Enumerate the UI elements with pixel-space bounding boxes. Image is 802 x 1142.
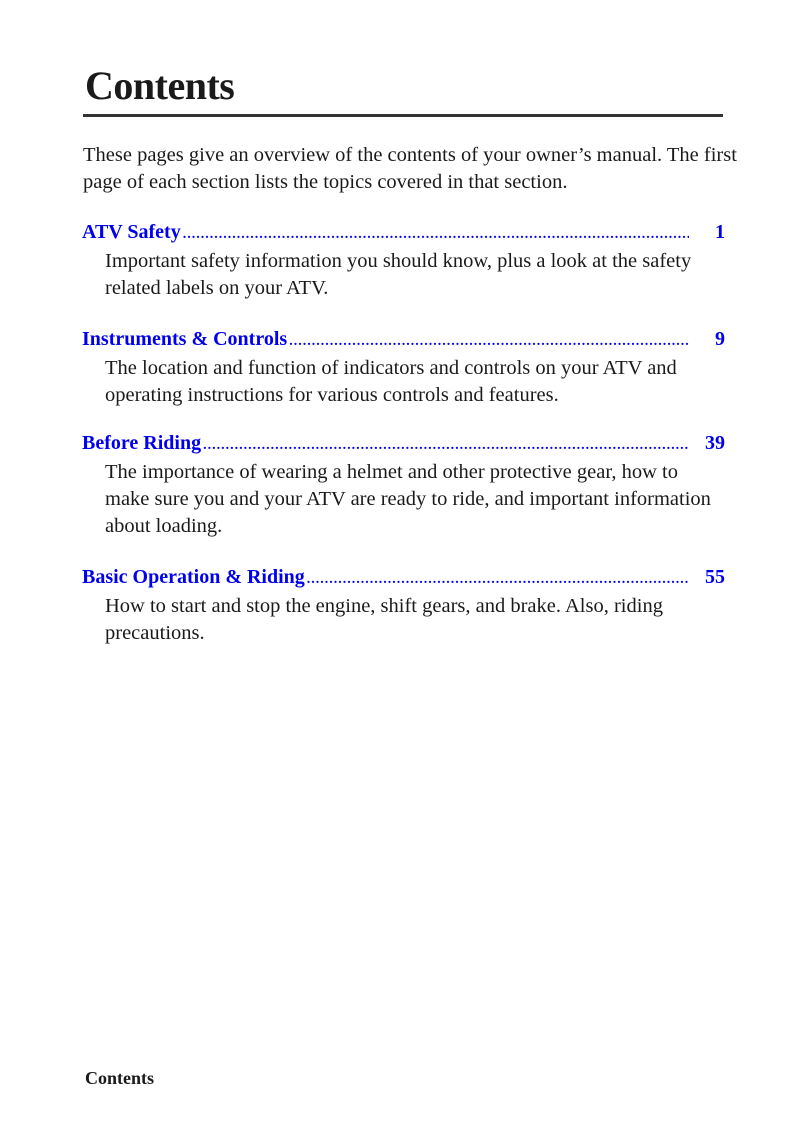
- intro-paragraph: These pages give an overview of the contents of your owner’s manual. The first page of each section lists the topics covered in that section.: [83, 144, 737, 193]
- dot-leader: [289, 329, 689, 355]
- page-footer-label: Contents: [85, 1068, 155, 1088]
- toc-link-instruments-controls[interactable]: [82, 326, 725, 355]
- toc-entry-atv-safety: [82, 219, 725, 302]
- toc-entry-description: The location and function of indicators and controls on your ATV and operating instructions for various controls and features.: [105, 357, 677, 406]
- toc-entry-description: Important safety information you should know, plus a look at the safety related labels on your ATV.: [105, 250, 692, 299]
- toc-link-basic-operation-riding[interactable]: [82, 564, 725, 593]
- toc-entry-basic-operation-riding: [82, 564, 725, 647]
- toc-page-number: 55: [705, 566, 725, 588]
- toc-entry-title: Basic Operation & Riding: [82, 566, 305, 588]
- toc-entry-instruments-controls: [82, 326, 725, 409]
- toc-page-number: 9: [715, 328, 725, 350]
- page-title: Contents: [85, 63, 235, 108]
- toc-link-before-riding[interactable]: [82, 430, 725, 459]
- toc-entry-title: Before Riding: [82, 432, 202, 454]
- dot-leader: [307, 567, 689, 593]
- toc-page-number: 39: [705, 432, 725, 454]
- dot-leader: [183, 222, 689, 248]
- toc-link-atv-safety[interactable]: [82, 219, 725, 248]
- toc-entry-description: How to start and stop the engine, shift gears, and brake. Also, riding precautions.: [105, 595, 663, 644]
- toc-page-number: 1: [715, 221, 725, 243]
- dot-leader: [203, 433, 689, 459]
- toc-entry-before-riding: [82, 430, 725, 540]
- title-divider: [83, 114, 723, 117]
- toc-entry-description: The importance of wearing a helmet and other protective gear, how to make sure you and your ATV are ready to ride, and important information about loading.: [105, 461, 711, 537]
- toc-entry-title: ATV Safety: [82, 221, 181, 243]
- toc-entry-title: Instruments & Controls: [82, 328, 288, 350]
